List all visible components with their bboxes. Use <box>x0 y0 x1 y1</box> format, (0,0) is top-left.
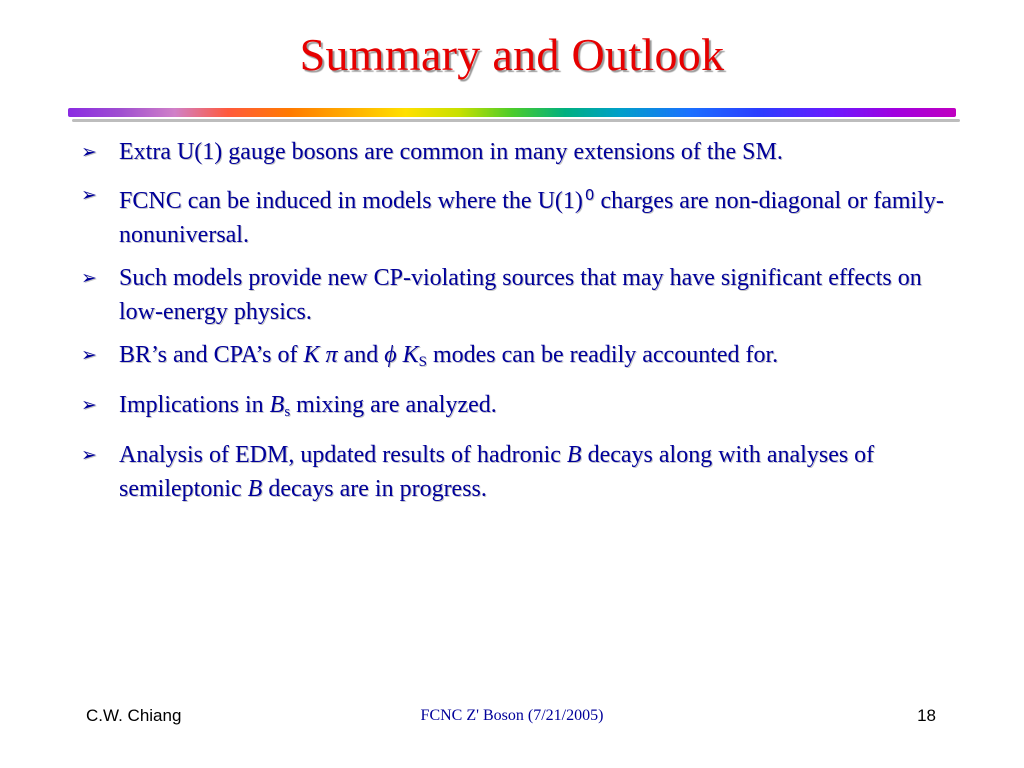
arrowhead-bullet-icon: ➢ <box>81 394 97 416</box>
arrowhead-bullet-icon: ➢ <box>81 444 97 466</box>
superscript-prime: 0 <box>584 186 595 204</box>
footer-talk-title: FCNC Z' Boson (7/21/2005) <box>420 707 604 724</box>
math-subscript: S <box>418 354 427 370</box>
bullet-text: charges are non-diagonal or family-nonuniversal. <box>119 188 944 248</box>
arrowhead-bullet-icon: ➢ <box>81 141 97 163</box>
bullet-text: modes can be readily accounted for. <box>426 342 779 368</box>
footer-author: C.W. Chiang <box>86 706 182 725</box>
math-subscript: s <box>284 404 291 420</box>
arrowhead-bullet-icon: ➢ <box>81 267 97 289</box>
bullet-text: mixing are analyzed. <box>290 392 497 418</box>
slide-title: Summary and Outlook <box>299 29 725 80</box>
title-divider-rainbow <box>68 108 956 117</box>
bullet-text: decays along with analyses of semileptonic <box>119 442 875 502</box>
bullet-item <box>78 135 948 169</box>
math-symbol: K <box>402 342 419 368</box>
bullet-item <box>78 261 948 329</box>
bullet-text: and <box>337 342 385 368</box>
math-symbol: ϕ <box>384 342 397 368</box>
bullet-text: Analysis of EDM, updated results of hadronic <box>119 442 567 468</box>
bullet-text: Implications in <box>119 392 270 418</box>
bullet-text: Extra U(1) gauge bosons are common in many extensions of the SM. <box>119 139 783 165</box>
bullet-item <box>78 338 948 379</box>
bullet-text: BR’s and CPA’s of <box>119 342 304 368</box>
math-symbol: B <box>566 442 582 468</box>
math-symbol: B <box>247 476 263 502</box>
bullet-list <box>78 135 948 515</box>
footer-page-number: 18 <box>917 706 936 725</box>
math-symbol: K <box>303 342 320 368</box>
math-symbol: B <box>269 392 285 418</box>
bullet-item <box>78 388 948 429</box>
bullet-text: Such models provide new CP-violating sources that may have significant effects on low-energy physics. <box>119 265 922 325</box>
bullet-item <box>78 438 948 506</box>
bullet-text: decays are in progress. <box>262 476 487 502</box>
bullet-item <box>78 178 948 252</box>
math-symbol: π <box>325 342 338 368</box>
title-divider-shadow <box>72 119 960 122</box>
bullet-text: FCNC can be induced in models where the U(1) <box>119 188 583 214</box>
arrowhead-bullet-icon: ➢ <box>81 344 97 366</box>
arrowhead-bullet-icon: ➢ <box>81 184 97 206</box>
